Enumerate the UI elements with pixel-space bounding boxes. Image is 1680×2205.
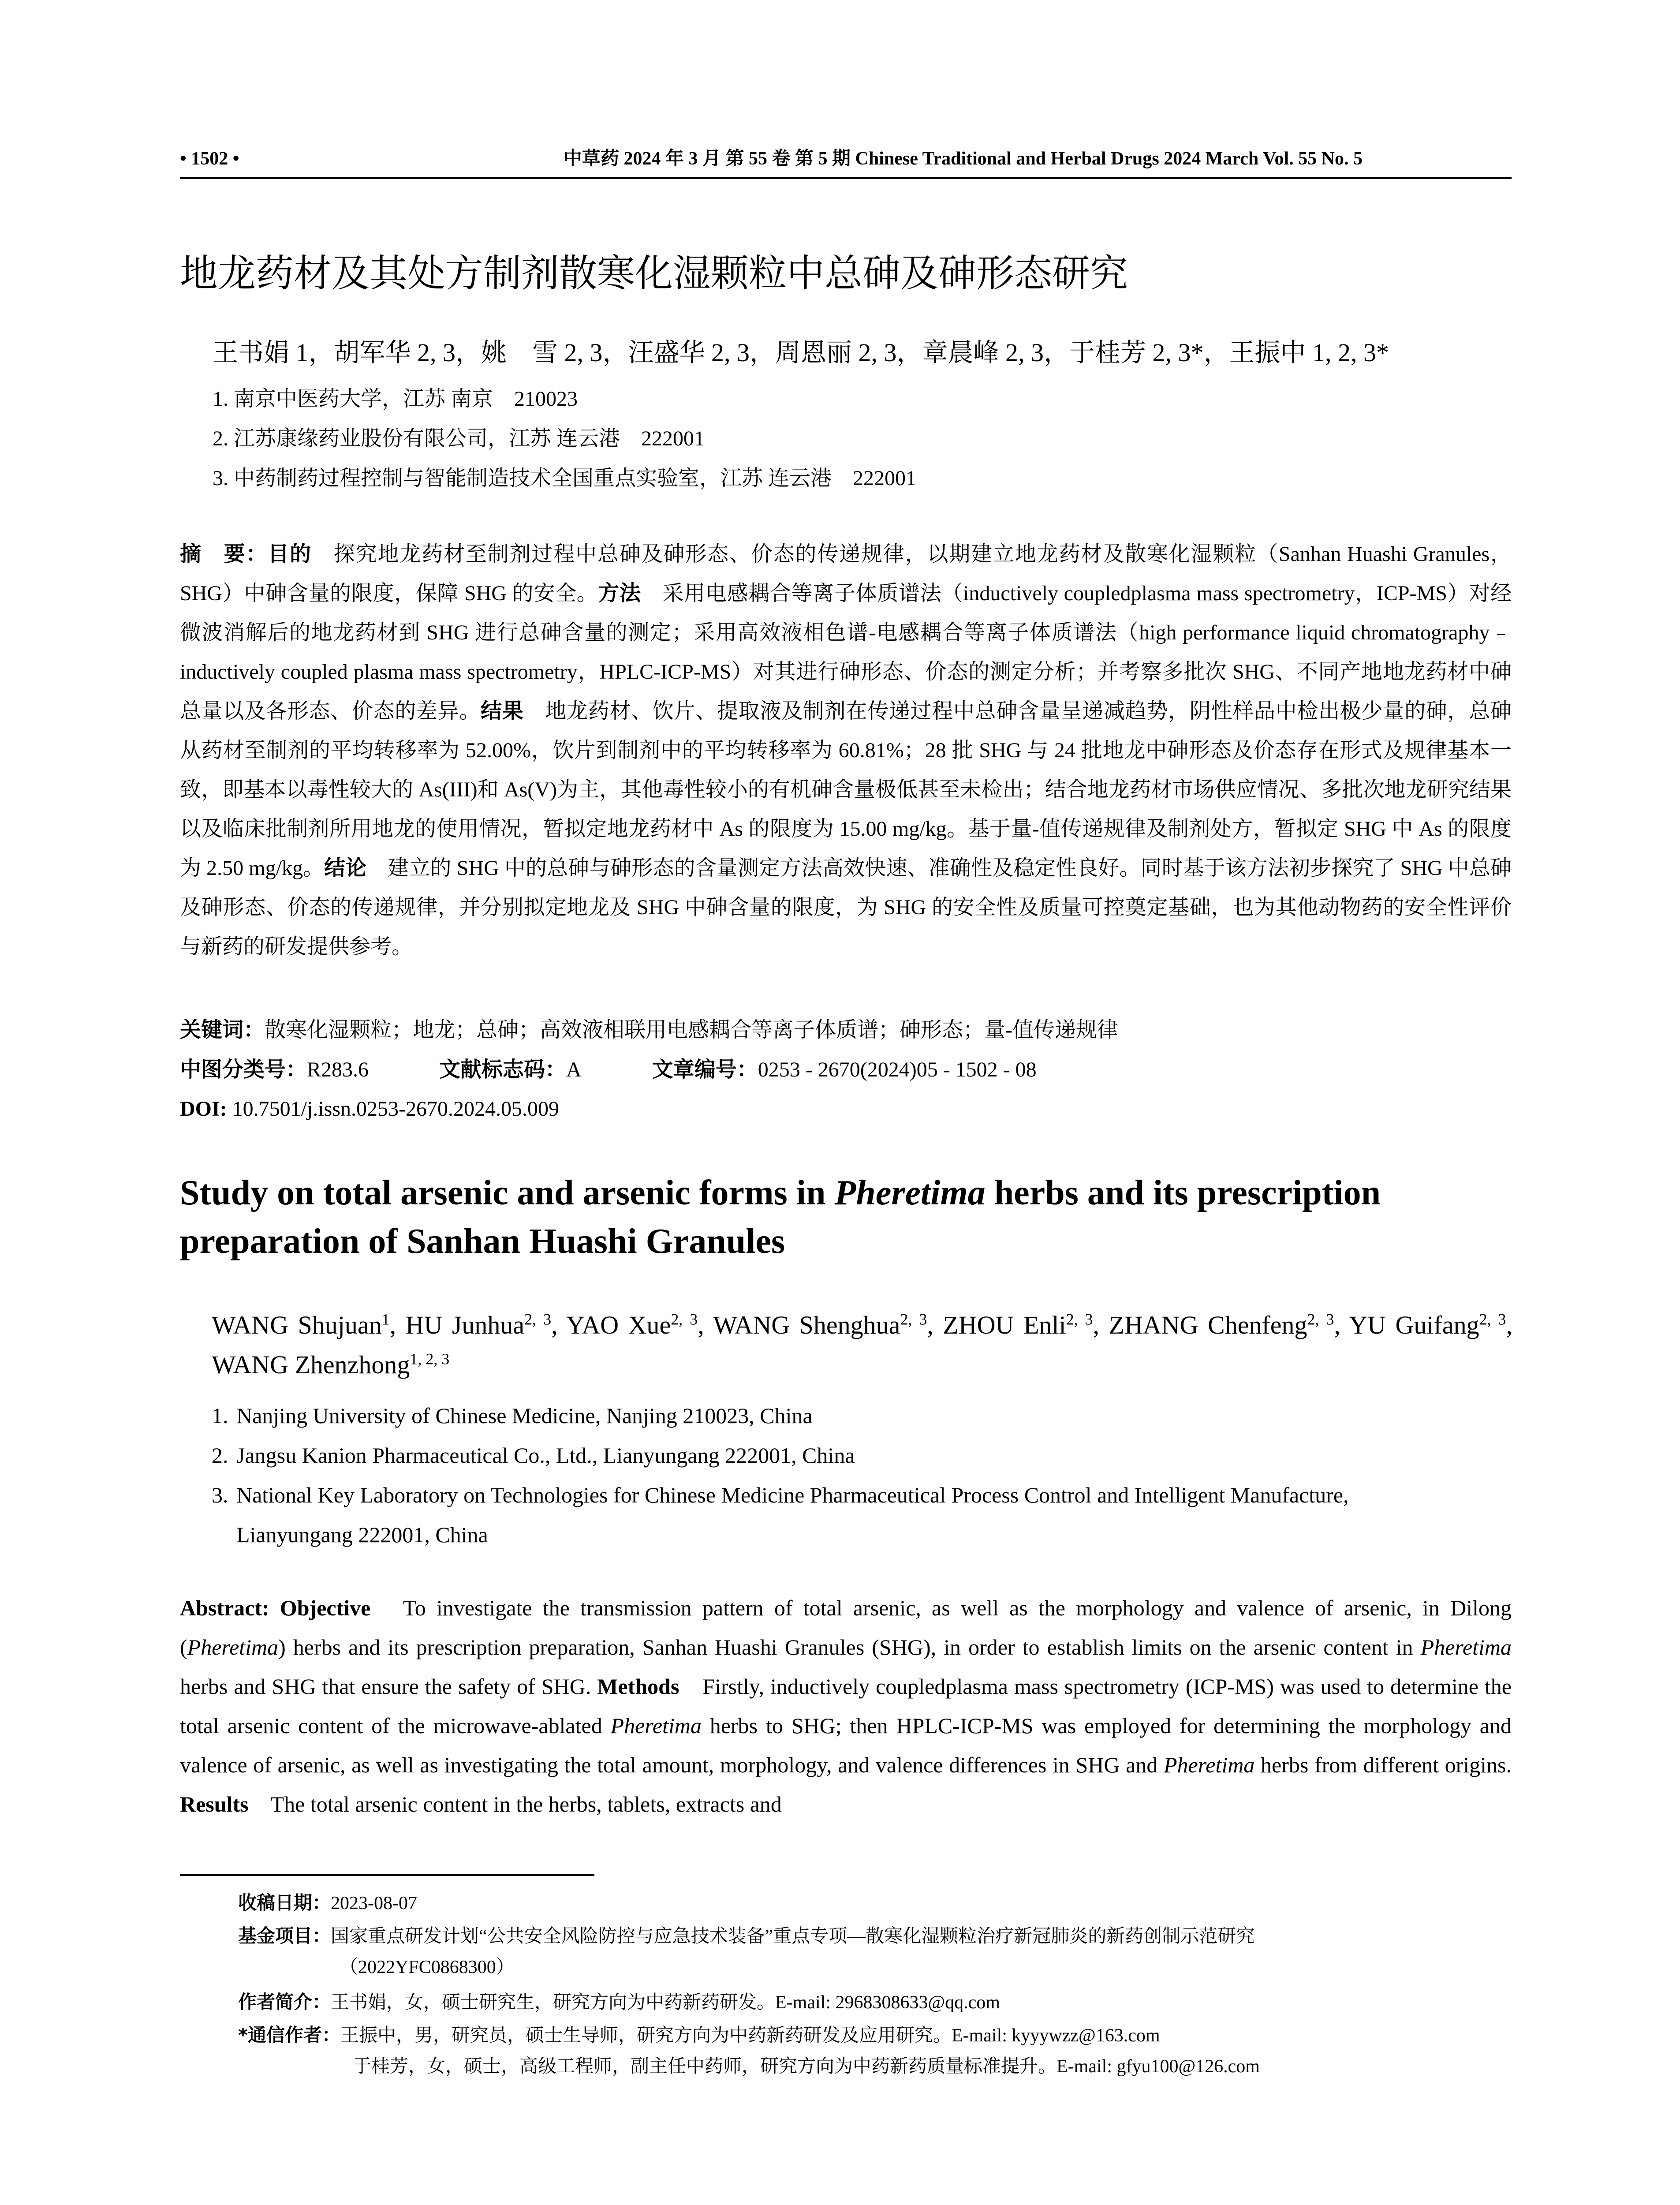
methods-text-cn: 采用电感耦合等离子体质谱法（inductively coupledplasma mass spectrometry，ICP-MS）对经微波消解后的地龙药材到 SHG 进行总砷含量的测定；采用高效液相色谱-电感耦合等离子体质谱法（high performance liquid chromatography﹣inductively coupled plasma mass spectrometry，HPLC-ICP-MS）对其进行砷形态、价态的测定分析；并考察多批次 SHG、不同产地地龙药材中砷总量以及各形态、价态的差异。 [180,582,1512,723]
author-en-5: ZHOU Enli$^{2, 3}$, [943,1310,1109,1339]
affiliation-en-3: 3. National Key Laboratory on Technologies for Chinese Medicine Pharmaceutical Process Control and Intelligent Manufacture, Lianyungang 222001, China [212,1483,1349,1547]
methods-label-cn: 方法 [598,581,641,605]
running-header [180,146,1512,172]
conclusion-label-cn: 结论 [324,856,367,880]
page-number: • 1502 • [180,149,239,169]
classification-line [180,1052,1512,1088]
clc-label: 中图分类号： [180,1057,307,1082]
affiliation-cn-2: 2. 江苏康缘药业股份有限公司，江苏 连云港 222001 [213,427,705,450]
authors-en [212,1305,1512,1385]
author-en-3: YAO Xue$^{2, 3}$, [566,1310,713,1339]
journal-info: 中草药 2024 年 3 月 第 55 卷 第 5 期 Chinese Traditional and Herbal Drugs 2024 March Vol. 55 No. 5 [564,149,1363,169]
keywords-cn [180,1012,1512,1048]
title-en [180,1169,1512,1266]
conclusion-text-cn: 建立的 SHG 中的总砷与砷形态的含量测定方法高效快速、准确性及稳定性良好。同时基于该方法初步探究了 SHG 中总砷及砷形态、价态的传递规律，并分别拟定地龙及 SHG 中砷含量的限度，为 SHG 的安全性及质量可控奠定基础，也为其他动物药的安全性评价与新药的研发提供参考。 [180,856,1512,958]
results-label-cn: 结果 [481,699,524,723]
abstract-en: Abstract: Objective To investigate the transmission pattern of total arsenic, as well as the morphology and valence of arsenic, in Dilong (Pheretima) herbs and its prescription preparation, Sanhan Huashi Granules (SHG), in order to establish limits on the arsenic content in Pheretima herbs and SHG that ensure the safety of SHG. Methods Firstly, inductively coupledplasma mass spectrometry (ICP-MS) was used to determine the total arsenic content of the microwave-ablated Pheretima herbs to SHG; then HPLC-ICP-MS was employed for determining the morphology and valence of arsenic, as well as investigating the total amount, morphology, and valence differences in SHG and Pheretima herbs from different origins. Results The total arsenic content in the herbs, tablets, extracts and [180,1596,1512,1816]
results-label-en: Results [180,1792,249,1816]
author-en-8: WANG Zhenzhong$^{1, 2, 3}$ [212,1350,450,1379]
title-cn: 地龙药材及其处方制剂散寒化湿颗粒中总砷及砷形态研究 [180,251,1128,295]
results-text-cn: 地龙药材、饮片、提取液及制剂在传递过程中总砷含量呈递减趋势，阴性样品中检出极少量的砷，总砷从药材至制剂的平均转移率为 52.00%，饮片到制剂中的平均转移率为 60.81%；28 批 SHG 与 24 批地龙中砷形态及价态存在形式及规律基本一致，即基本以毒性较大的 As(III)和 As(V)为主，其他毒性较小的有机砷含量极低甚至未检出；结合地龙药材市场供应情况、多批次地龙研究结果以及临床批制剂所用地龙的使用情况，暂拟定地龙药材中 As 的限度为 15.00 mg/kg。基于量-值传递规律及制剂处方，暂拟定 SHG 中 As 的限度为 2.50 mg/kg。 [180,699,1512,880]
objective-label-cn: 目的 [268,542,312,566]
article-no-value: 0253 - 2670(2024)05 - 1502 - 08 [758,1058,1037,1081]
footnote-received: 收稿日期：2023-08-07 [238,1892,417,1913]
author-en-6: ZHANG Chenfeng$^{2, 3}$, [1109,1310,1349,1339]
author-en-7: YU Guifang$^{2, 3}$, [1349,1310,1513,1339]
keywords-label: 关键词： [180,1017,265,1042]
footnote-corresponding: *通信作者：王振中，男，研究员，硕士生导师，研究方向为中药新药研发及应用研究。E-mail: kyyywzz@163.com 于桂芳，女，硕士，高级工程师，副主任中药师，研究方向为中药新药质量标准提升。E-mail: gfyu100@126.com [238,2024,1260,2077]
abstract-cn [180,534,1512,966]
header-rule [180,177,1512,179]
doi-line [180,1091,1512,1127]
title-en-italic: Pheretima [834,1174,986,1212]
footnote-bio: 作者简介：王书娟，女，硕士研究生，研究方向为中药新药研发。E-mail: 2968308633@qq.com [238,1991,1000,2013]
title-en-part1: Study on total arsenic and arsenic forms in [180,1174,835,1212]
clc-value: R283.6 [307,1058,369,1081]
title-en-part2: herbs and its prescription preparation of Sanhan Huashi Granules [180,1174,1381,1261]
footnote-rule [180,1874,594,1876]
authors-cn: 王书娟 1，胡军华 2, 3，姚 雪 2, 3，汪盛华 2, 3，周恩丽 2, 3，章晨峰 2, 3，于桂芳 2, 3*，王振中 1, 2, 3* [213,338,1389,367]
abstract-label-en: Abstract: Objective [180,1596,371,1620]
doi-label: DOI: [180,1097,227,1121]
author-en-1: WANG Shujuan$^1$, [212,1310,406,1339]
doi-value: 10.7501/j.issn.0253-2670.2024.05.009 [227,1097,560,1121]
footnote-fund: 基金项目：国家重点研发计划“公共安全风险防控与应急技术装备”重点专项—散寒化湿颗粒治疗新冠肺炎的新药创制示范研究 （2022YFC0868300） [238,1925,1255,1977]
objective-text-cn: 探究地龙药材至制剂过程中总砷及砷形态、价态的传递规律，以期建立地龙药材及散寒化湿颗粒（Sanhan Huashi Granules，SHG）中砷含量的限度，保障 SHG 的安全。 [180,542,1512,605]
author-en-2: HU Junhua$^{2, 3}$, [405,1310,566,1339]
affiliation-en-1: 1. Nanjing University of Chinese Medicine, Nanjing 210023, China [212,1403,813,1428]
keywords-value: 散寒化湿颗粒；地龙；总砷；高效液相联用电感耦合等离子体质谱；砷形态；量-值传递规律 [265,1018,1119,1042]
doc-code-value: A [566,1058,582,1081]
doc-code-label: 文献标志码： [439,1057,567,1082]
affiliation-cn-1: 1. 南京中医药大学，江苏 南京 210023 [213,387,578,411]
author-en-4: WANG Shenghua$^{2, 3}$, [713,1310,943,1339]
abstract-label-cn: 摘 要： [180,542,268,566]
affiliation-en-2: 2. Jangsu Kanion Pharmaceutical Co., Ltd., Lianyungang 222001, China [212,1443,855,1468]
methods-label-en: Methods [597,1674,679,1699]
article-no-label: 文章编号： [652,1057,758,1082]
affiliation-cn-3: 3. 中药制药过程控制与智能制造技术全国重点实验室，江苏 连云港 222001 [213,467,917,490]
